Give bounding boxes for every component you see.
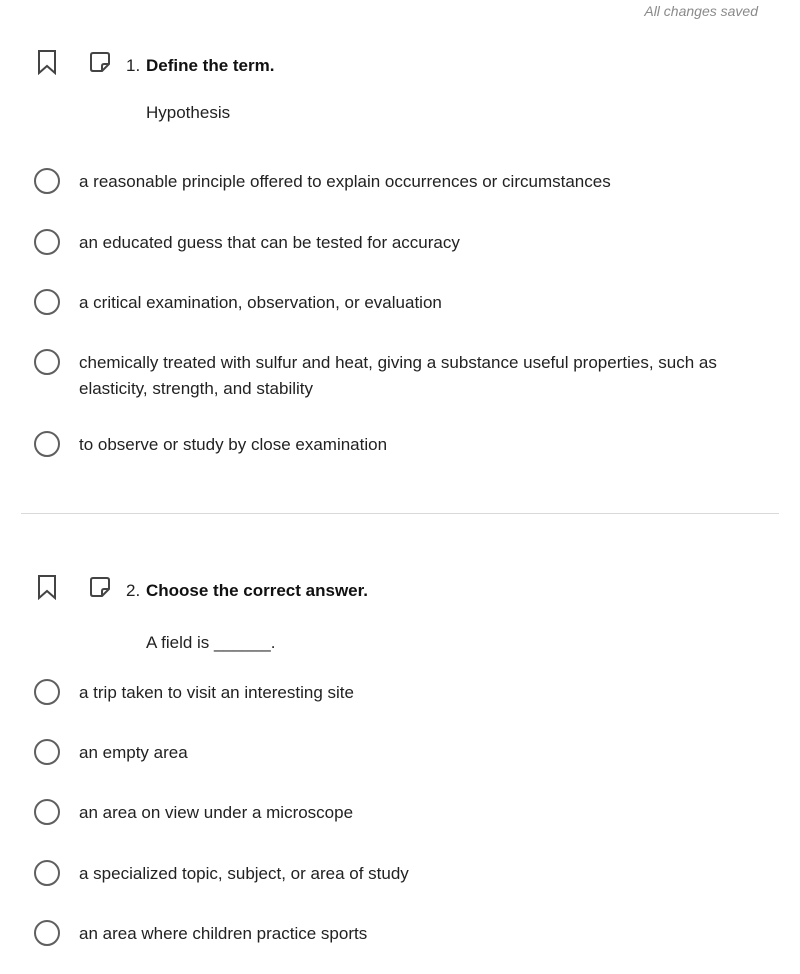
answer-option[interactable] (34, 799, 784, 827)
radio-button[interactable] (34, 860, 60, 886)
answer-option[interactable] (34, 920, 784, 948)
question-title: Choose the correct answer. (146, 581, 369, 600)
question-2 (0, 573, 800, 943)
option-label: an educated guess that can be tested for accuracy (79, 233, 460, 252)
radio-button[interactable] (34, 799, 60, 825)
radio-button[interactable] (34, 920, 60, 946)
radio-button[interactable] (34, 168, 60, 194)
option-label: a reasonable principle offered to explain occurrences or circumstances (79, 172, 611, 191)
question-header (0, 573, 800, 609)
save-status: All changes saved (644, 3, 758, 19)
note-icon[interactable] (88, 575, 112, 599)
question-title: Define the term. (146, 56, 275, 75)
radio-button[interactable] (34, 229, 60, 255)
answer-option[interactable] (34, 679, 784, 707)
answer-option[interactable] (34, 229, 784, 257)
question-divider (21, 513, 779, 514)
answer-option[interactable] (34, 168, 784, 196)
question-number: 1. (126, 56, 141, 75)
option-label: a specialized topic, subject, or area of study (79, 864, 409, 883)
answer-option[interactable] (34, 289, 784, 317)
answer-option[interactable] (34, 739, 784, 767)
option-label: an empty area (79, 743, 188, 762)
question-prompt: A field is ______. (146, 633, 276, 652)
option-label: an area where children practice sports (79, 924, 368, 943)
question-1 (0, 48, 800, 454)
radio-button[interactable] (34, 289, 60, 315)
radio-button[interactable] (34, 739, 60, 765)
answer-option[interactable] (34, 860, 784, 888)
question-header (0, 48, 800, 84)
option-label: chemically treated with sulfur and heat, giving a substance useful properties, such as elasticity, strength, and stability (79, 353, 717, 398)
bookmark-icon[interactable] (36, 574, 58, 600)
option-label: a critical examination, observation, or evaluation (79, 293, 442, 312)
option-label: to observe or study by close examination (79, 435, 388, 454)
radio-button[interactable] (34, 679, 60, 705)
answer-option[interactable] (34, 431, 784, 459)
option-label: an area on view under a microscope (79, 803, 354, 822)
question-number: 2. (126, 581, 141, 600)
radio-button[interactable] (34, 431, 60, 457)
question-prompt: Hypothesis (146, 103, 231, 122)
note-icon[interactable] (88, 50, 112, 74)
answer-option[interactable] (34, 349, 784, 403)
option-label: a trip taken to visit an interesting site (79, 683, 354, 702)
bookmark-icon[interactable] (36, 49, 58, 75)
radio-button[interactable] (34, 349, 60, 375)
